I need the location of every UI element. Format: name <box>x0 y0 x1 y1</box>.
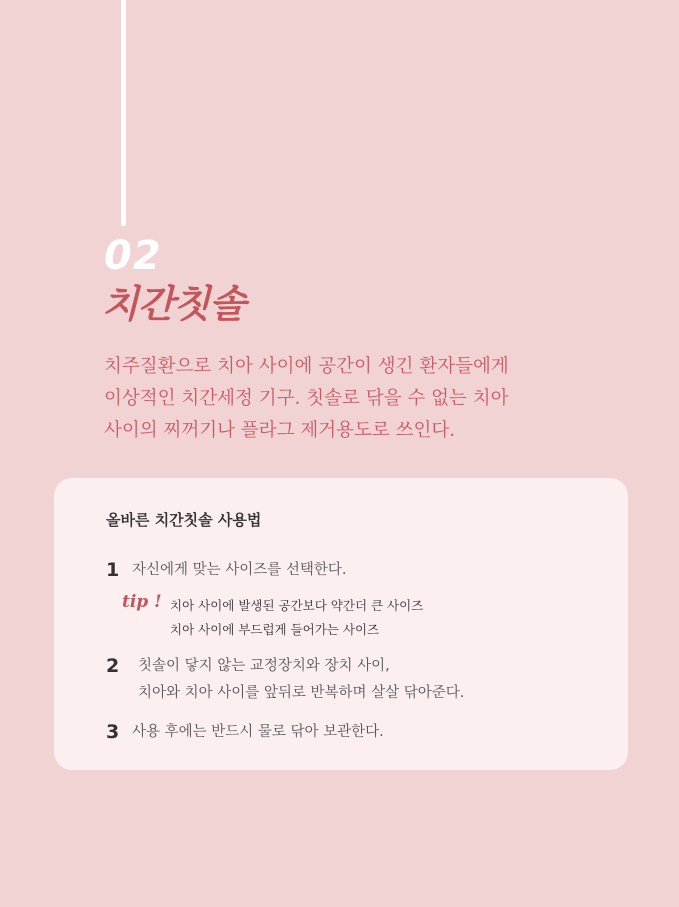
step-text <box>132 557 347 584</box>
step-number: 2 <box>106 655 120 677</box>
step-line: 사용 후에는 반드시 물로 닦아 보관한다. <box>132 724 384 740</box>
card-title: 올바른 치간칫솔 사용법 <box>106 511 262 529</box>
step-number: 3 <box>106 721 120 743</box>
usage-card <box>54 478 628 770</box>
tip-label: tip ! <box>122 592 162 612</box>
tip-line: 치아 사이에 발생된 공간보다 약간더 큰 사이즈 <box>170 598 424 613</box>
decorative-vertical-line <box>121 0 126 226</box>
intro-paragraph <box>104 351 574 447</box>
step-text <box>132 719 384 746</box>
section-title: 치간칫솔 <box>102 282 245 326</box>
tip-lines <box>170 594 423 642</box>
step-line: 치아와 치아 사이를 앞뒤로 반복하며 살살 닦아준다. <box>138 685 465 701</box>
step-text <box>138 653 464 707</box>
intro-line: 치주질환으로 치아 사이에 공간이 생긴 환자들에게 <box>104 356 509 377</box>
step-number: 1 <box>106 559 120 581</box>
intro-line: 사이의 찌꺼기나 플라그 제거용도로 쓰인다. <box>104 420 456 441</box>
step-line: 자신에게 맞는 사이즈를 선택한다. <box>132 562 347 578</box>
section-number: 02 <box>104 233 162 279</box>
step-line: 칫솔이 닿지 않는 교정장치와 장치 사이, <box>138 658 390 674</box>
tip-line: 치아 사이에 부드럽게 들어가는 사이즈 <box>170 622 380 637</box>
intro-line: 이상적인 치간세정 기구. 칫솔로 닦을 수 없는 치아 <box>104 388 509 409</box>
